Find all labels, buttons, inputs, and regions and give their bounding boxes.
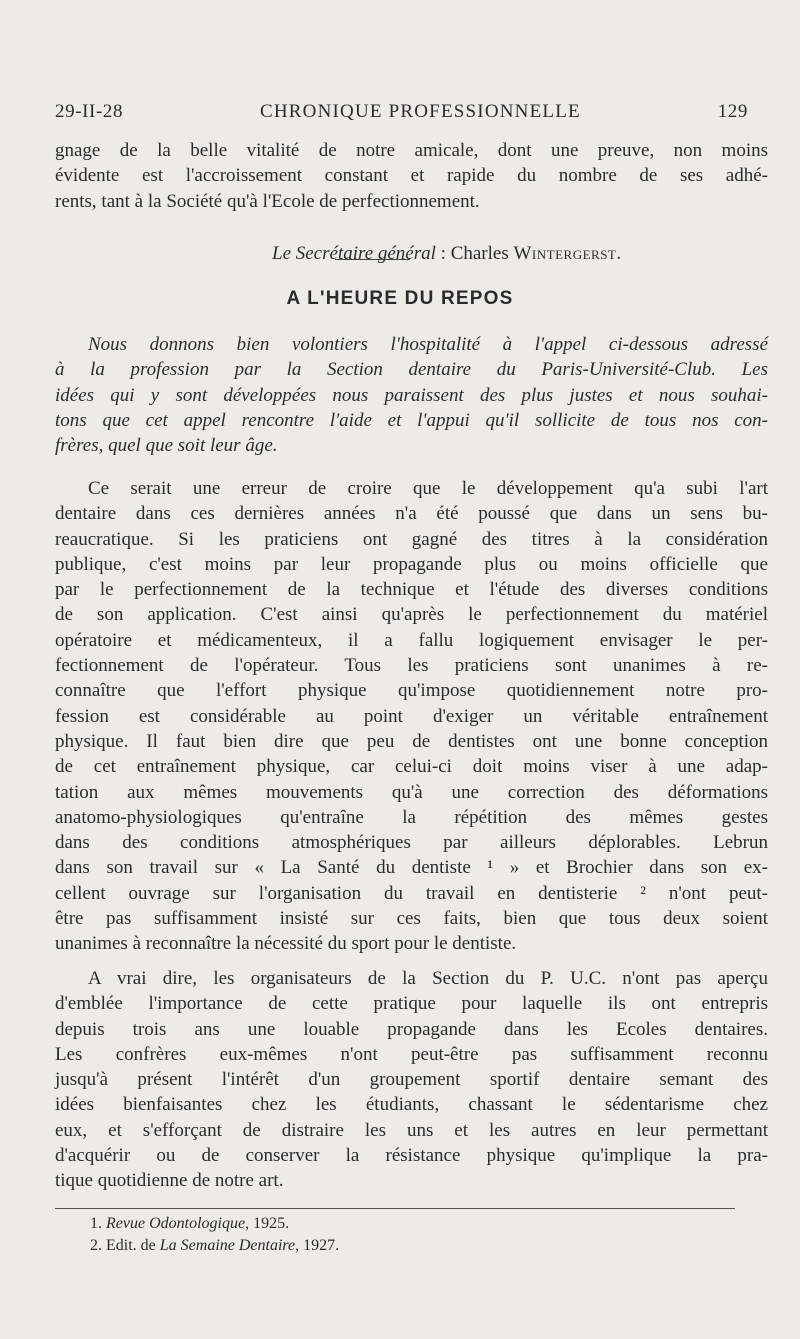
text-line: d'acquérir ou de conserver la résistance physique qu'implique la pra- bbox=[55, 1145, 768, 1167]
text-line: Ce serait une erreur de croire que le développement qu'a subi l'art bbox=[88, 478, 768, 499]
text-line: Les confrères eux-mêmes n'ont peut-être pas suffisamment reconnu bbox=[55, 1043, 768, 1065]
signature-separator: : bbox=[435, 243, 451, 264]
text-line: jusqu'à présent l'intérêt d'un groupement sportif dentaire semant des bbox=[55, 1069, 768, 1091]
footnote-source-title: La Semaine Dentaire bbox=[159, 1237, 296, 1254]
text-line: par le perfectionnement de la technique et l'étude des diverses conditions bbox=[55, 579, 768, 601]
text-line: évidente est l'accroissement constant et rapide du nombre de ses adhé- bbox=[55, 165, 768, 187]
footnote-divider bbox=[55, 1208, 735, 1209]
footnote-source-title: Revue Odontologique bbox=[106, 1215, 246, 1232]
text-line: eux, et s'efforçant de distraire les uns et les autres en leur permettant bbox=[55, 1119, 768, 1141]
footnotes bbox=[90, 1213, 339, 1257]
header-title: CHRONIQUE PROFESSIONNELLE bbox=[259, 101, 581, 122]
signature bbox=[272, 243, 621, 265]
footnote-number: 2. bbox=[90, 1237, 106, 1254]
section-title: A L'HEURE DU REPOS bbox=[286, 288, 514, 309]
text-line: rents, tant à la Société qu'à l'Ecole de perfectionnement. bbox=[55, 190, 480, 212]
footnote-2 bbox=[90, 1235, 339, 1257]
text-line: tation aux mêmes mouvements qu'à une correction des déformations bbox=[55, 781, 768, 803]
text-line: dans des conditions atmosphériques par ailleurs déplorables. Lebrun bbox=[55, 832, 768, 854]
signature-last-name: Wintergerst bbox=[513, 243, 617, 264]
running-header bbox=[55, 101, 748, 127]
text-line: Nous donnons bien volontiers l'hospitalité à l'appel ci-dessous adressé bbox=[88, 334, 768, 355]
footnote-rest: , 1927. bbox=[295, 1237, 340, 1254]
text-line: reaucratique. Si les praticiens ont gagné des titres à la considération bbox=[55, 528, 768, 550]
text-line: opératoire et médicamenteux, il a fallu logiquement envisager le per- bbox=[55, 629, 768, 651]
text-line: dentaire dans ces dernières années n'a été poussé que dans un sens bu- bbox=[55, 503, 768, 525]
text-line: tique quotidienne de notre art. bbox=[55, 1170, 284, 1192]
text-line: connaître que l'effort physique qu'impose quotidiennement notre pro- bbox=[55, 680, 768, 702]
text-line: depuis trois ans une louable propagande dans les Ecoles dentaires. bbox=[55, 1018, 768, 1040]
text-line: d'emblée l'importance de cette pratique pour laquelle ils ont entrepris bbox=[55, 993, 768, 1015]
text-line: tons que cet appel rencontre l'aide et l'appui qu'il sollicite de tous nos con- bbox=[55, 409, 768, 431]
text-line: frères, quel que soit leur âge. bbox=[55, 435, 278, 457]
editor-intro bbox=[55, 332, 768, 458]
page-number: 129 bbox=[717, 101, 748, 122]
text-line: à la profession par la Section dentaire du Paris-Université-Club. Les bbox=[55, 359, 768, 381]
text-line: fectionnement de l'opérateur. Tous les praticiens sont unanimes à re- bbox=[55, 655, 768, 677]
signature-end: . bbox=[616, 243, 622, 264]
text-line: de cet entraînement physique, car celui-ci doit moins viser à une adap- bbox=[55, 756, 768, 778]
text-line: cellent ouvrage sur l'organisation du travail en dentisterie ² n'ont peut- bbox=[55, 882, 768, 904]
text-line: gnage de la belle vitalité de notre amicale, dont une preuve, non moins bbox=[55, 140, 768, 161]
text-line: idées bienfaisantes chez les étudiants, chassant le sédentarisme chez bbox=[55, 1094, 768, 1116]
text-line: idées qui y sont développées nous paraissent des plus justes et nous souhai- bbox=[55, 384, 768, 406]
text-line: être pas suffisamment insisté sur ces faits, bien que tous deux soient bbox=[55, 908, 768, 930]
text-line: fession est considérable au point d'exiger un véritable entraînement bbox=[55, 705, 768, 727]
text-line: de son application. C'est ainsi qu'après le perfectionnement du matériel bbox=[55, 604, 768, 626]
footnote-number: 1. bbox=[90, 1215, 106, 1232]
footnote-prefix: Edit. de bbox=[106, 1237, 160, 1254]
body-paragraph-2 bbox=[55, 966, 768, 1194]
signature-role: Le Secrétaire général bbox=[272, 243, 436, 264]
footnote-1 bbox=[90, 1213, 339, 1235]
section-divider bbox=[335, 259, 410, 260]
header-date: 29-II-28 bbox=[55, 101, 124, 122]
text-line: publique, c'est moins par leur propagande plus ou moins officielle que bbox=[55, 553, 768, 575]
footnote-rest: , 1925. bbox=[245, 1215, 290, 1232]
signature-first-name: Charles bbox=[450, 243, 514, 264]
text-line: physique. Il faut bien dire que peu de dentistes ont une bonne conception bbox=[55, 730, 768, 752]
text-line: anatomo-physiologiques qu'entraîne la répétition des mêmes gestes bbox=[55, 806, 768, 828]
continuation-paragraph bbox=[55, 138, 768, 214]
text-line: unanimes à reconnaître la nécessité du sport pour le dentiste. bbox=[55, 933, 517, 955]
body-paragraph-1 bbox=[55, 476, 768, 957]
text-line: A vrai dire, les organisateurs de la Section du P. U.C. n'ont pas aperçu bbox=[88, 968, 768, 989]
text-line: dans son travail sur « La Santé du dentiste ¹ » et Brochier dans son ex- bbox=[55, 857, 768, 879]
